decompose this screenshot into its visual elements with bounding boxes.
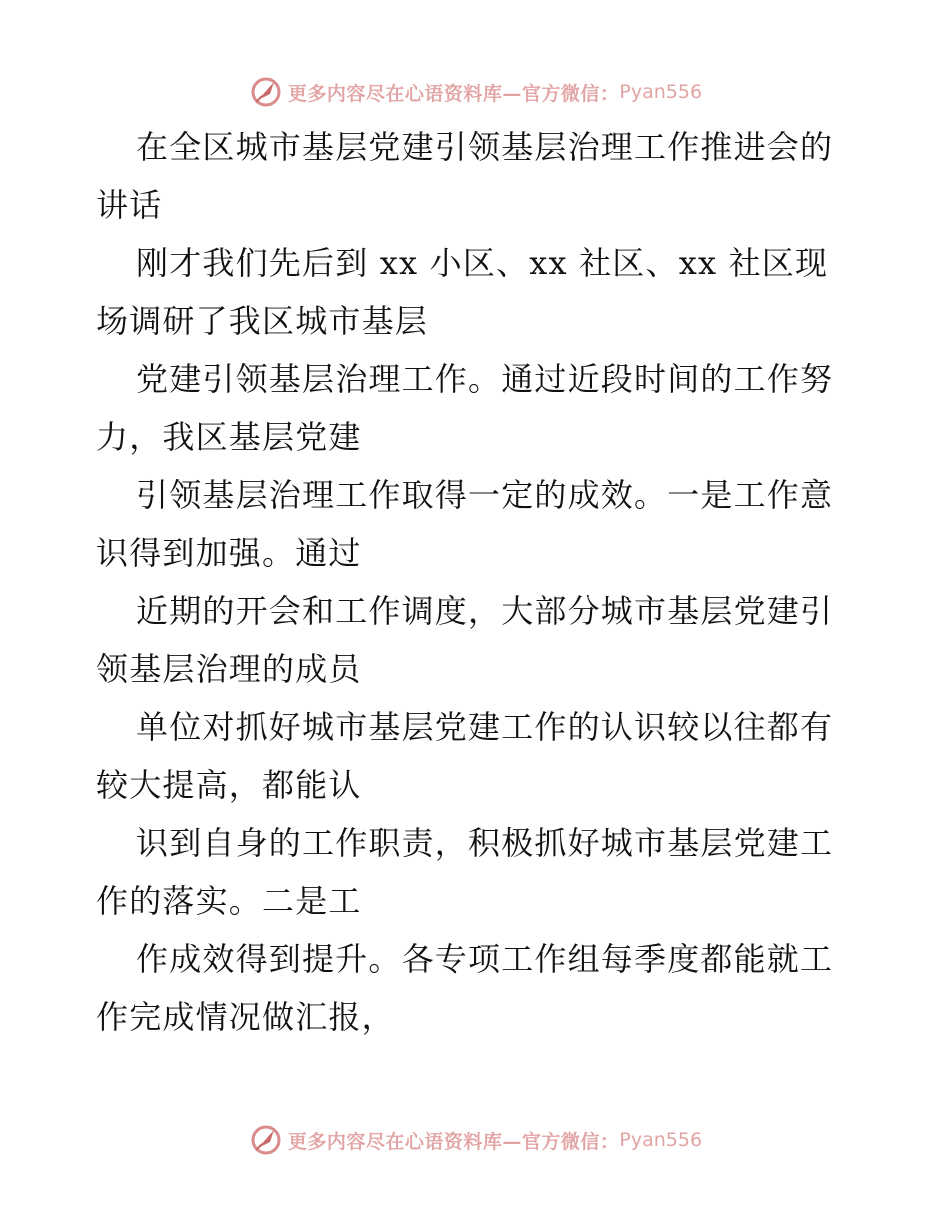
document-body [96, 118, 856, 1046]
quill-logo-icon [248, 1122, 284, 1158]
text-line: 引领基层治理工作取得一定的成效。一是工作意 [136, 476, 834, 514]
text-line: 党建引领基层治理工作。通过近段时间的工作努 [136, 360, 834, 398]
text-line: 识到自身的工作职责，积极抓好城市基层党建工 [136, 824, 834, 862]
text-line: 较大提高，都能认 [96, 766, 362, 804]
text-line: 作的落实。二是工 [96, 882, 362, 920]
header-watermark [0, 72, 950, 112]
watermark-text: 更多内容尽在心语资料库—官方微信： [287, 1130, 620, 1153]
text-line: 识得到加强。通过 [96, 534, 362, 572]
text-line: 作成效得到提升。各专项工作组每季度都能就工 [136, 940, 834, 978]
watermark-wechat-id: Pyan556 [619, 81, 703, 103]
text-line: 刚才我们先后到 xx 小区、xx 社区、xx 社区现 [136, 244, 829, 282]
watermark-wechat-id: Pyan556 [619, 1129, 703, 1151]
text-line: 力，我区基层党建 [96, 418, 362, 456]
text-line: 近期的开会和工作调度，大部分城市基层党建引 [136, 592, 834, 630]
text-line: 领基层治理的成员 [96, 650, 362, 688]
text-line: 场调研了我区城市基层 [96, 302, 429, 340]
text-line: 讲话 [96, 186, 163, 224]
text-line: 单位对抓好城市基层党建工作的认识较以往都有 [136, 708, 834, 746]
text-line: 在全区城市基层党建引领基层治理工作推进会的 [136, 128, 834, 166]
watermark-text: 更多内容尽在心语资料库—官方微信： [287, 82, 620, 105]
text-line: 作完成情况做汇报， [96, 998, 395, 1036]
quill-logo-icon [248, 74, 284, 110]
footer-watermark [0, 1120, 950, 1160]
